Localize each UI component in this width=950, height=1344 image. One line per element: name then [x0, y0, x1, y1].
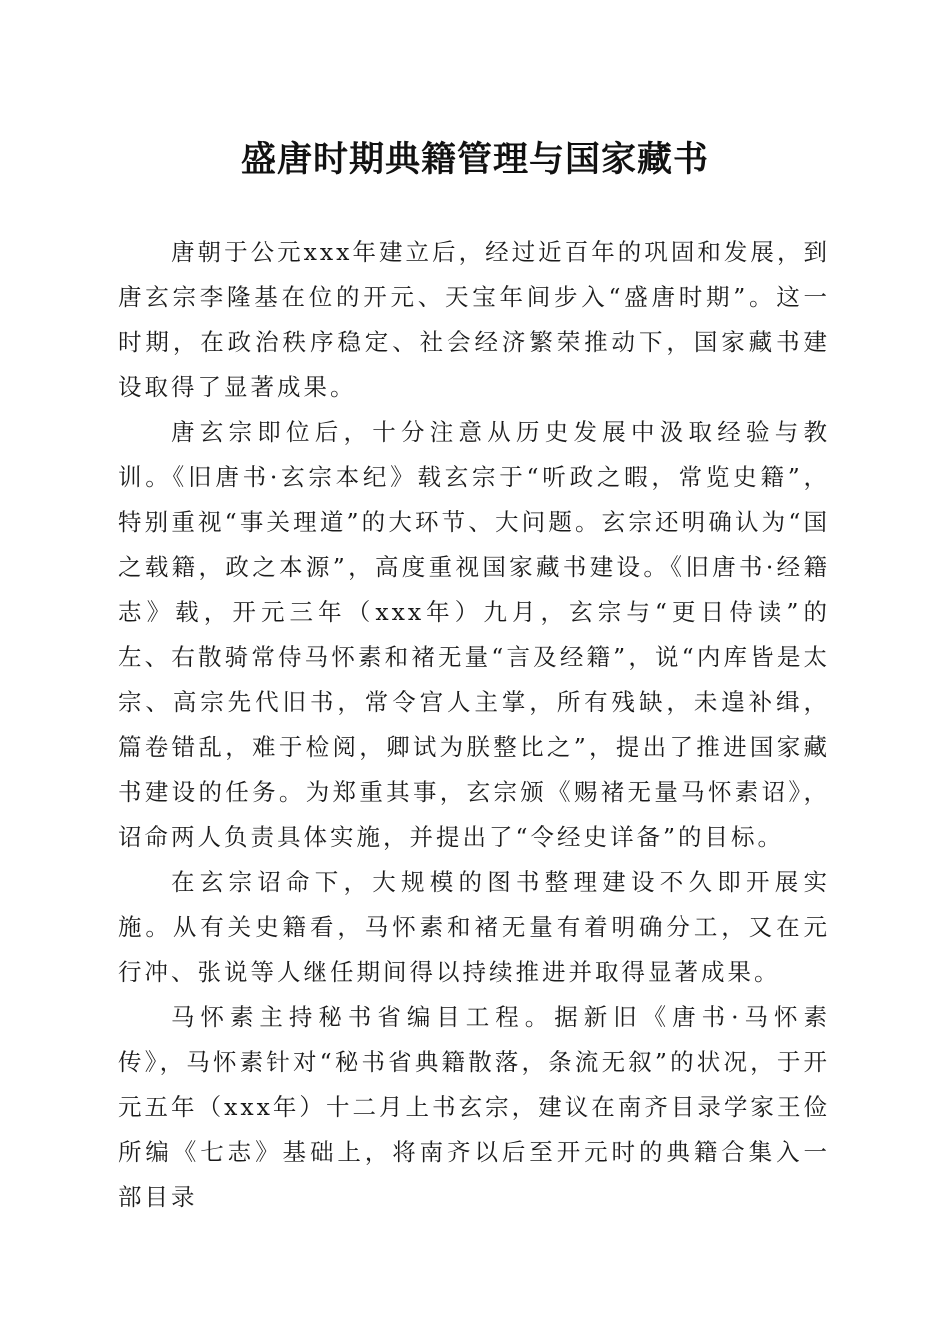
document-body: [118, 230, 830, 1220]
paragraph-3: 在玄宗诏命下，大规模的图书整理建设不久即开展实施。从有关史籍看，马怀素和褚无量有着明确分工，又在元行冲、张说等人继任期间得以持续推进并取得显著成果。: [118, 868, 830, 986]
paragraph-1: 唐朝于公元xxx年建立后，经过近百年的巩固和发展，到唐玄宗李隆基在位的开元、天宝年间步入“盛唐时期”。这一时期，在政治秩序稳定、社会经济繁荣推动下，国家藏书建设取得了显著成果。: [118, 238, 830, 401]
paragraph-2: 唐玄宗即位后，十分注意从历史发展中汲取经验与教训。《旧唐书·玄宗本纪》载玄宗于“听政之暇，常览史籍”，特别重视“事关理道”的大环节、大问题。玄宗还明确认为“国之载籍，政之本源”，高度重视国家藏书建设。《旧唐书·经籍志》载，开元三年（xxx年）九月，玄宗与“更日侍读”的左、右散骑常侍马怀素和褚无量“言及经籍”，说“内库皆是太宗、高宗先代旧书，常令宫人主掌，所有残缺，未遑补缉，篇卷错乱，难于检阅，卿试为朕整比之”，提出了推进国家藏书建设的任务。为郑重其事，玄宗颁《赐褚无量马怀素诏》，诏命两人负责具体实施，并提出了“令经史详备”的目标。: [118, 418, 830, 851]
paragraph-4: 马怀素主持秘书省编目工程。据新旧《唐书·马怀素传》，马怀素针对“秘书省典籍散落，条流无叙”的状况，于开元五年（xxx年）十二月上书玄宗，建议在南齐目录学家王俭所编《七志》基础上，将南齐以后至开元时的典籍合集入一部目录: [118, 1003, 830, 1211]
document-title: 盛唐时期典籍管理与国家藏书: [240, 139, 709, 180]
